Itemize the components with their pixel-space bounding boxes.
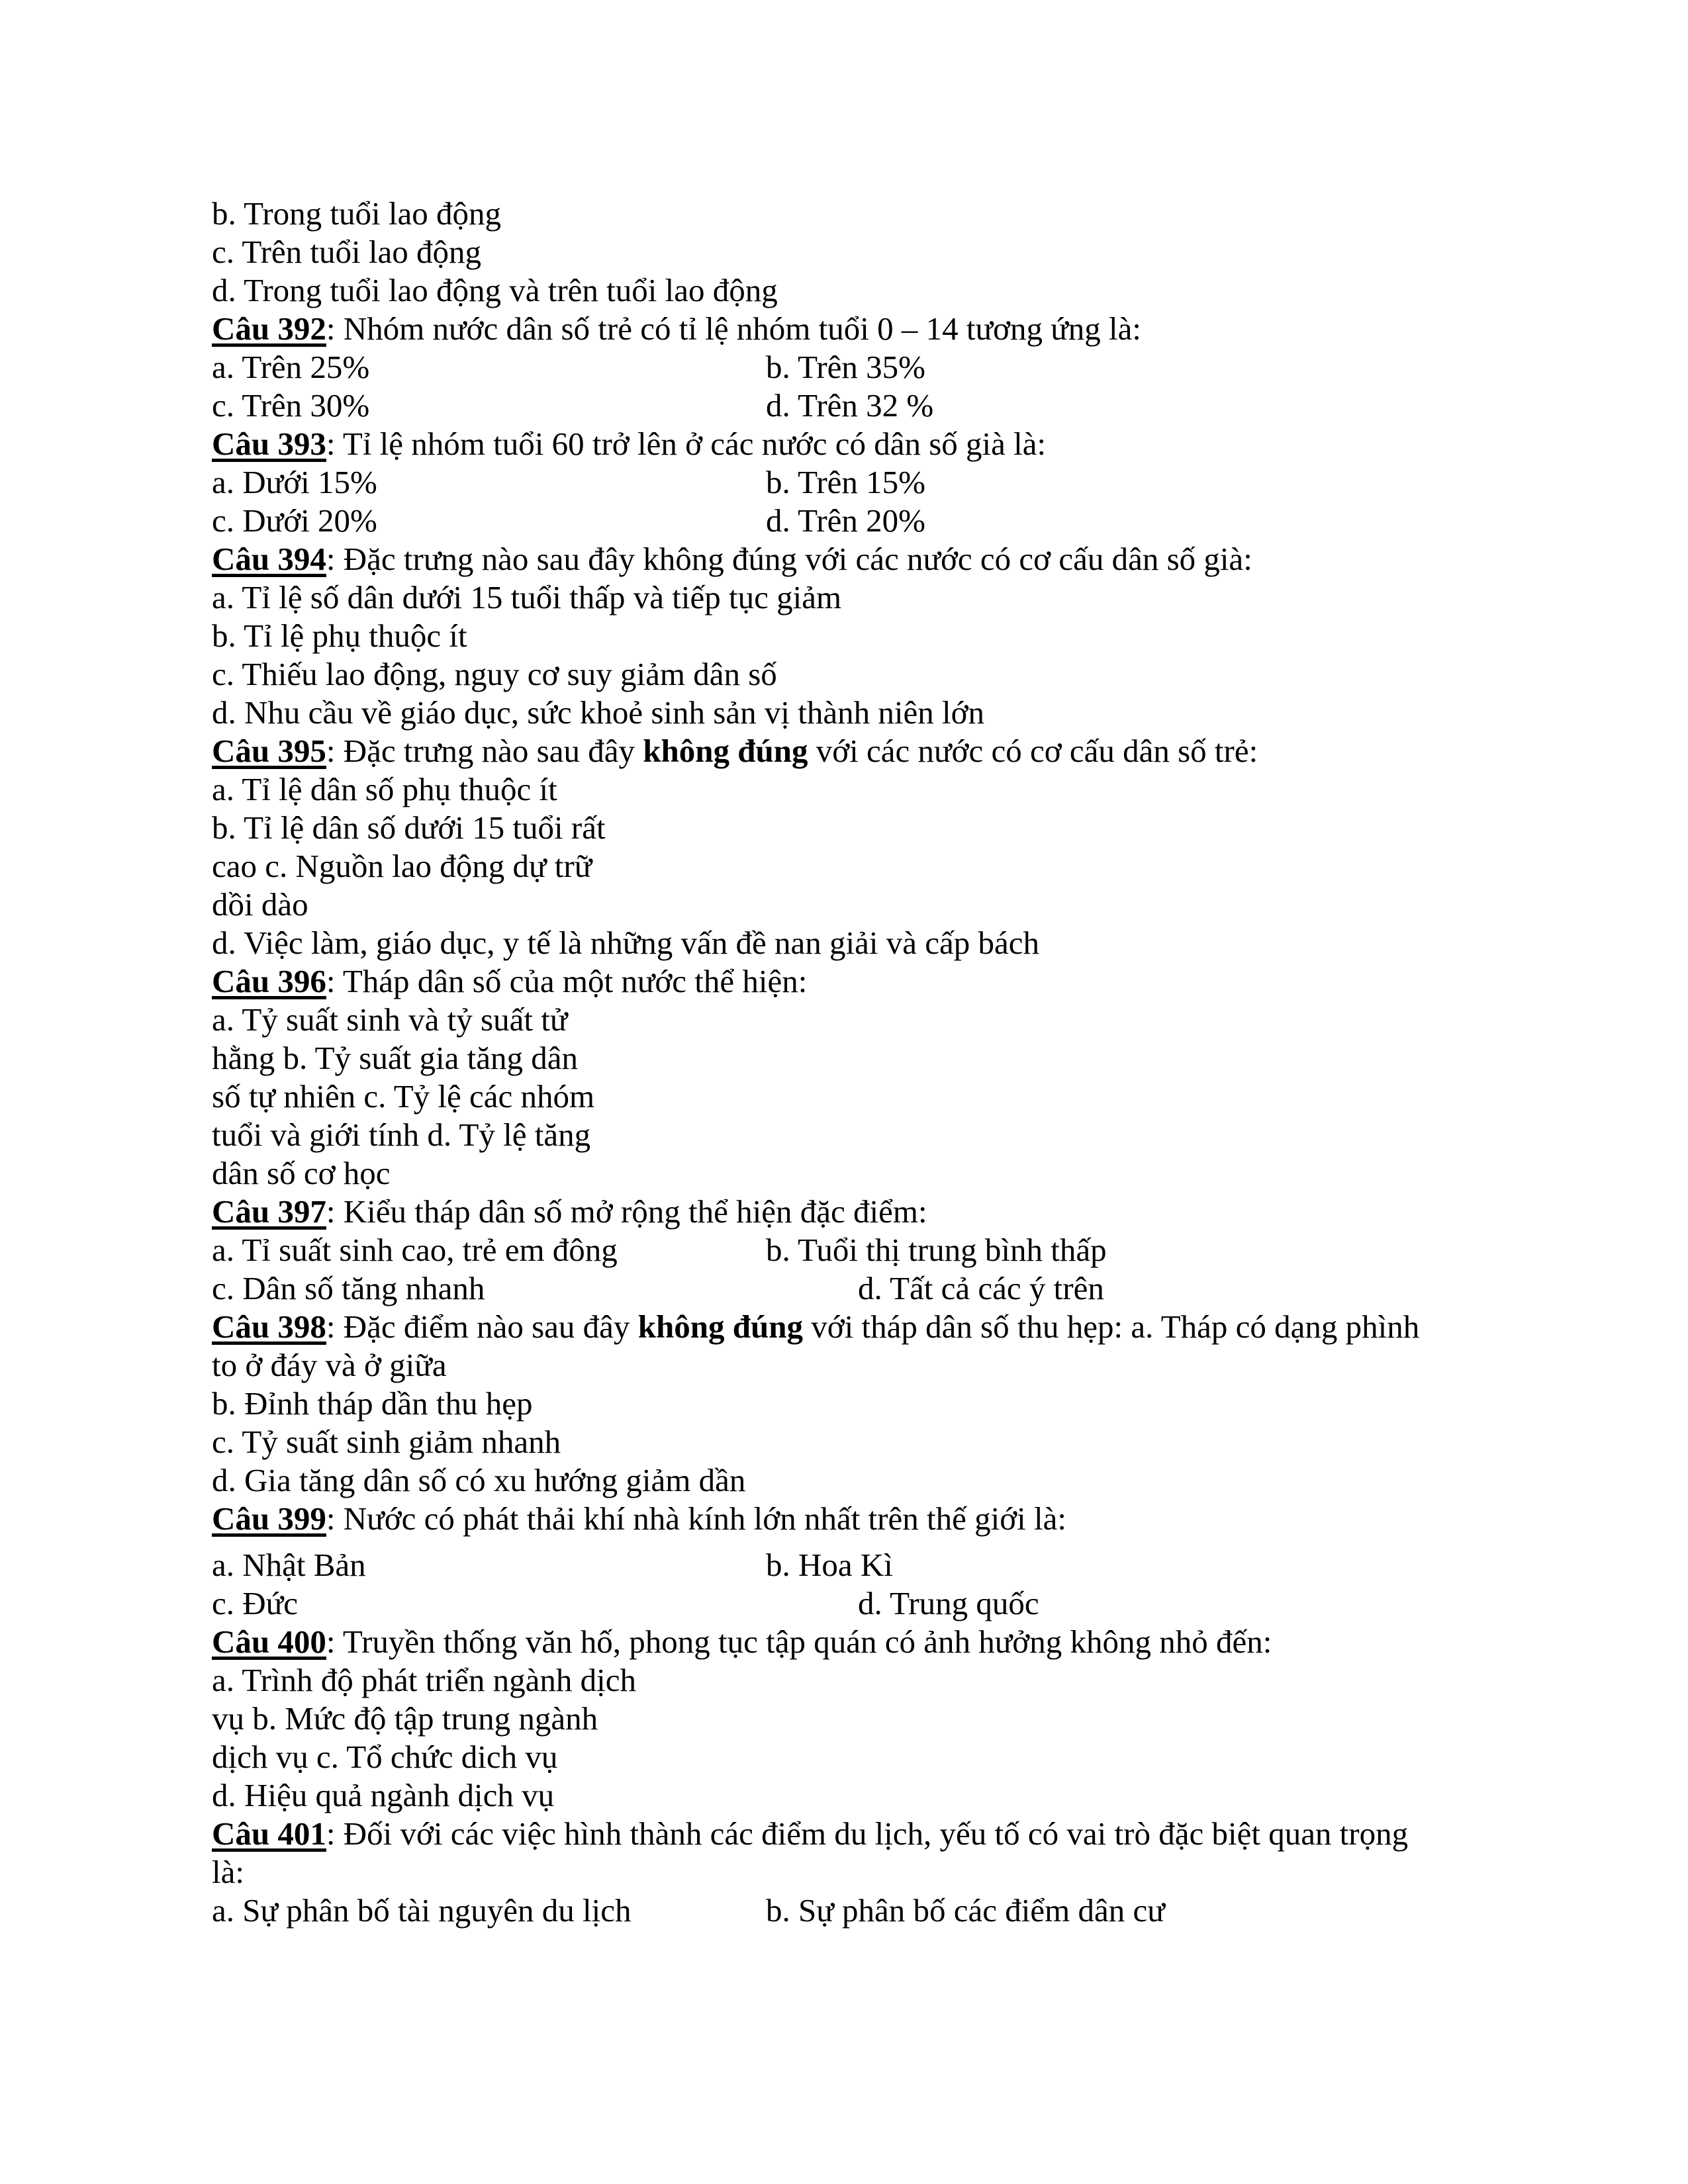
document-page — [212, 195, 1509, 1930]
question-heading — [212, 1815, 1509, 1853]
answer-option: b. Sự phân bố các điểm dân cư — [766, 1892, 1165, 1929]
text-line: c. Trên tuổi lao động — [212, 234, 481, 270]
question-text: với các nước có cơ cấu dân số trẻ: — [808, 733, 1258, 769]
text-line: a. Tỉ lệ dân số phụ thuộc ít — [212, 771, 557, 807]
text-line: c. Thiếu lao động, nguy cơ suy giảm dân số — [212, 656, 777, 692]
answer-option: d. Tất cả các ý trên — [858, 1270, 1104, 1306]
text-line: hằng b. Tỷ suất gia tăng dân — [212, 1040, 578, 1076]
text-line: là: — [212, 1854, 244, 1890]
answer-option: d. Trên 32 % — [766, 387, 934, 424]
text-line: dồi dào — [212, 886, 308, 923]
text-line: d. Trong tuổi lao động và trên tuổi lao động — [212, 272, 778, 308]
text-line: cao c. Nguồn lao động dự trữ — [212, 848, 592, 884]
answer-option: b. Trên 15% — [766, 464, 925, 500]
answer-option: d. Trung quốc — [858, 1585, 1039, 1621]
answer-option: b. Trên 35% — [766, 349, 925, 385]
answer-option: a. Sự phân bố tài nguyên du lịch — [212, 1892, 632, 1929]
answer-option: a. Dưới 15% — [212, 464, 377, 500]
answer-option: a. Tỉ suất sinh cao, trẻ em đông — [212, 1232, 618, 1268]
text-line: b. Tỉ lệ phụ thuộc ít — [212, 617, 467, 654]
answer-option: c. Dưới 20% — [212, 502, 377, 539]
question-number: Câu 398 — [212, 1308, 326, 1345]
text-line: số tự nhiên c. Tỷ lệ các nhóm — [212, 1078, 595, 1115]
question-heading — [212, 1500, 1509, 1538]
question-number: Câu 396 — [212, 963, 326, 999]
emphasis-text: không đúng — [637, 1308, 803, 1345]
text-line: d. Việc làm, giáo dục, y tế là những vấn đề nan giải và cấp bách — [212, 925, 1040, 961]
text-line: b. Tỉ lệ dân số dưới 15 tuổi rất — [212, 809, 606, 846]
question-text: : Đặc trưng nào sau đây không đúng với các nước có cơ cấu dân số già: — [326, 541, 1252, 577]
answer-row — [212, 1546, 1509, 1584]
answer-option: c. Dân số tăng nhanh — [212, 1270, 485, 1306]
text-line: to ở đáy và ở giữa — [212, 1347, 447, 1383]
question-heading — [212, 540, 1509, 578]
text-line: dịch vụ c. Tổ chức dich vụ — [212, 1739, 558, 1775]
answer-row — [212, 1891, 1509, 1930]
question-text: : Tỉ lệ nhóm tuổi 60 trở lên ở các nước có dân số già là: — [326, 426, 1047, 462]
text-line: d. Hiệu quả ngành dịch vụ — [212, 1777, 555, 1813]
text-line: d. Gia tăng dân số có xu hướng giảm dần — [212, 1462, 746, 1498]
text-line: a. Trình độ phát triển ngành dịch — [212, 1662, 637, 1698]
question-text: : Đặc trưng nào sau đây — [326, 733, 643, 769]
question-text: : Truyền thống văn hố, phong tục tập quán có ảnh hưởng không nhỏ đến: — [326, 1623, 1272, 1660]
question-heading — [212, 425, 1509, 463]
question-heading — [212, 1193, 1509, 1231]
question-number: Câu 397 — [212, 1193, 326, 1230]
emphasis-text: không đúng — [643, 733, 808, 769]
answer-row — [212, 1584, 1509, 1623]
text-line: c. Tỷ suất sinh giảm nhanh — [212, 1424, 561, 1460]
question-text: : Nhóm nước dân số trẻ có tỉ lệ nhóm tuổi 0 – 14 tương ứng là: — [326, 310, 1142, 347]
question-heading — [212, 732, 1509, 770]
text-line: d. Nhu cầu về giáo dục, sức khoẻ sinh sản vị thành niên lớn — [212, 694, 984, 731]
text-line: a. Tỉ lệ số dân dưới 15 tuổi thấp và tiếp tục giảm — [212, 579, 842, 615]
question-text: với tháp dân số thu hẹp: a. Tháp có dạng phình — [802, 1308, 1420, 1345]
question-number: Câu 392 — [212, 310, 326, 347]
answer-row — [212, 1231, 1509, 1269]
question-number: Câu 395 — [212, 733, 326, 769]
text-line: b. Trong tuổi lao động — [212, 195, 501, 232]
text-line: vụ b. Mức độ tập trung ngành — [212, 1700, 598, 1737]
answer-option: b. Hoa Kì — [766, 1547, 893, 1583]
answer-row — [212, 463, 1509, 502]
question-text: : Nước có phát thải khí nhà kính lớn nhất trên thế giới là: — [326, 1500, 1066, 1537]
text-line: dân số cơ học — [212, 1155, 391, 1191]
question-text: : Đối với các việc hình thành các điểm du lịch, yếu tố có vai trò đặc biệt quan trọng — [326, 1815, 1409, 1852]
text-line: a. Tỷ suất sinh và tỷ suất tử — [212, 1001, 568, 1038]
question-number: Câu 394 — [212, 541, 326, 577]
question-text: : Kiểu tháp dân số mở rộng thể hiện đặc điểm: — [326, 1193, 927, 1230]
question-heading — [212, 310, 1509, 348]
answer-option: a. Trên 25% — [212, 349, 370, 385]
answer-option: c. Đức — [212, 1585, 298, 1621]
question-heading — [212, 962, 1509, 1001]
answer-row — [212, 502, 1509, 540]
question-text: : Đặc điểm nào sau đây — [326, 1308, 638, 1345]
answer-row — [212, 348, 1509, 387]
answer-option: c. Trên 30% — [212, 387, 370, 424]
text-line: tuổi và giới tính d. Tỷ lệ tăng — [212, 1116, 591, 1153]
question-text: : Tháp dân số của một nước thể hiện: — [326, 963, 808, 999]
text-line: b. Đỉnh tháp dần thu hẹp — [212, 1385, 533, 1422]
question-heading — [212, 1623, 1509, 1661]
answer-option: d. Trên 20% — [766, 502, 925, 539]
question-number: Câu 399 — [212, 1500, 326, 1537]
answer-row — [212, 1269, 1509, 1308]
question-number: Câu 393 — [212, 426, 326, 462]
question-number: Câu 400 — [212, 1623, 326, 1660]
question-number: Câu 401 — [212, 1815, 326, 1852]
answer-option: b. Tuổi thị trung bình thấp — [766, 1232, 1107, 1268]
question-heading — [212, 1308, 1509, 1346]
answer-row — [212, 387, 1509, 425]
answer-option: a. Nhật Bản — [212, 1547, 366, 1583]
